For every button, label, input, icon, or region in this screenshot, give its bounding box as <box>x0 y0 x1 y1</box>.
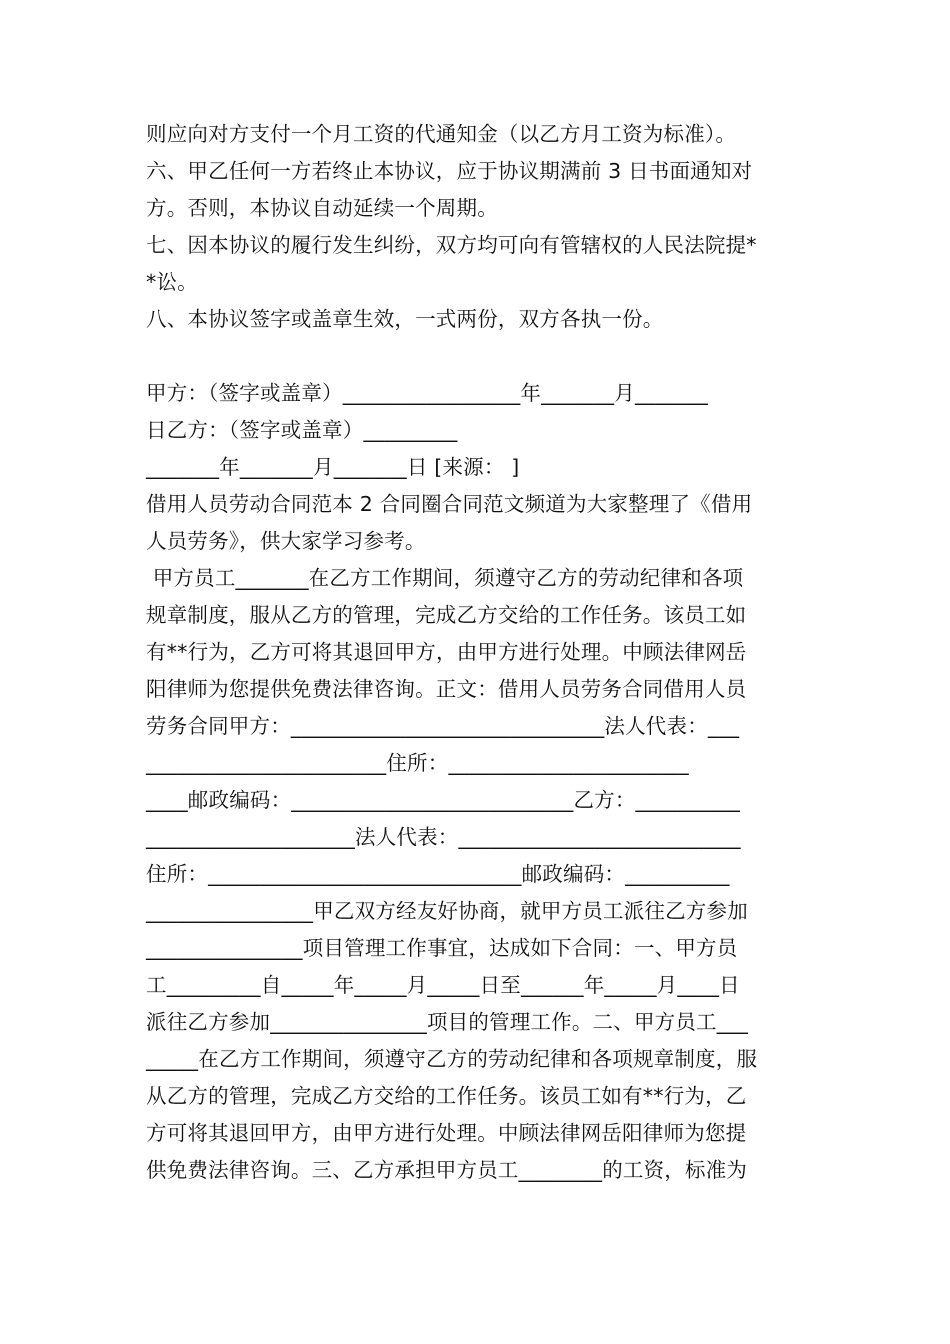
text-line: 借用人员劳动合同范本 2 合同圈合同范文频道为大家整理了《借用 <box>146 492 753 516</box>
text-line: _____在乙方工作期间，须遵守乙方的劳动纪律和各项规章制度，服 <box>146 1047 758 1071</box>
text-line: 甲方员工_______在乙方工作期间，须遵守乙方的劳动纪律和各项 <box>146 566 744 590</box>
text-line: 七、因本协议的履行发生纠纷，双方均可向有管辖权的人民法院提* <box>146 233 757 257</box>
text-line: _______________________住所：_______________________ <box>146 751 689 775</box>
text-line: *讼。 <box>146 270 198 294</box>
text-line: ________________甲乙双方经友好协商，就甲方员工派往乙方参加 <box>146 899 748 923</box>
text-line: 方。否则，本协议自动延续一个周期。 <box>146 196 498 220</box>
text-line: ____________________法人代表：___________________________ <box>146 825 741 849</box>
text-line: 有**行为，乙方可将其退回甲方，由甲方进行处理。中顾法律网岳 <box>146 640 747 664</box>
text-line: 八、本协议签字或盖章生效，一式两份，双方各执一份。 <box>146 307 664 331</box>
signature-line: 甲方：（签字或盖章）_________________年_______月_______ <box>146 381 709 405</box>
text-line: 则应向对方支付一个月工资的代通知金（以乙方月工资为标准）。 <box>146 122 737 146</box>
text-line: 从乙方的管理，完成乙方交给的工作任务。该员工如有**行为，乙 <box>146 1084 747 1108</box>
text-line: _______________项目管理工作事宜，达成如下合同：一、甲方员 <box>146 936 738 960</box>
text-line: 供免费法律咨询。三、乙方承担甲方员工________的工资，标准为 <box>146 1158 748 1182</box>
text-line: 人员劳务》，供大家学习参考。 <box>146 529 426 553</box>
text-line: 派往乙方参加_______________项目的管理工作。二、甲方员工___ <box>146 1010 749 1034</box>
text-line: 阳律师为您提供免费法律咨询。正文：借用人员劳务合同借用人员 <box>146 677 747 701</box>
text-line: 规章制度，服从乙方的管理，完成乙方交给的工作任务。该员工如 <box>146 603 747 627</box>
signature-line: 日乙方：（签字或盖章）_________ <box>146 418 458 442</box>
text-line: 劳务合同甲方：______________________________法人代表：___ <box>146 714 740 738</box>
text-line: 住所：______________________________邮政编码：__________ <box>146 862 730 886</box>
date-line: _______年_______月_______日 [来源： ] <box>146 455 520 479</box>
text-line: 方可将其退回甲方，由甲方进行处理。中顾法律网岳阳律师为您提 <box>146 1121 747 1145</box>
text-line: 工_________自_____年_____月_____日至______年_____月____日 <box>146 973 740 997</box>
text-line: ____邮政编码：___________________________乙方：__________ <box>146 788 741 812</box>
text-line: 六、甲乙任何一方若终止本协议，应于协议期满前 3 日书面通知对 <box>146 159 753 183</box>
